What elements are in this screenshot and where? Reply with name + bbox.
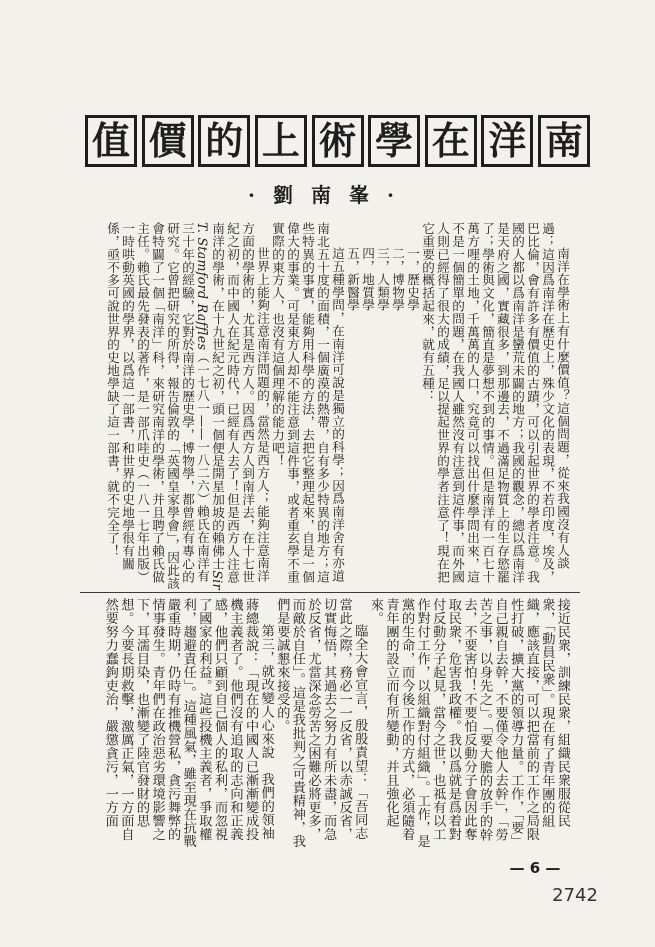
list-item: 三，人類學	[375, 247, 390, 312]
body-paragraph: 第三，就改變人心來說 我們的領袖蔣總裁說：「現在的中國人已漸漸變成投機主義者了。他們沒有追取的志向和正義感，他們只顧到自己個人的私利，而忽視了國家的利益。這些投機主義者，爭取權利，趨避責任」。這種風氣，雖至現在抗戰嚴重時期，仍時有推機營私，貪污舞弊的情事發生。青年們在政治惡劣環境影響之下，耳濡目染，也漸變了陸官發財的思想。今要長期救擊，激厲正氣，一方面自然要努力蠢鉤吏治，嚴懲貪污，一方面	[102, 598, 274, 848]
title-char-box: 在	[425, 115, 477, 167]
body-paragraph: 臨全大會宣言，殷殷責望：「吾同志當此之際，務必一一反省，以赤誠反省，切實悔悟，其過去之努力有所未盡，而急於反省，尤當深念勞苦之困難必將更多，而敵於自任」。這是我批判之可貴精神，我們是要誠懇來接受的。	[274, 598, 368, 848]
body-paragraph	[105, 222, 270, 592]
title-char-box: 的	[198, 115, 250, 167]
title-char-box: 術	[312, 115, 364, 167]
article-title	[85, 115, 590, 171]
title-char-box: 學	[368, 115, 420, 167]
intro-paragraph: 南洋在學術上有什麼價值？這個問題，從來我國沒有人談過；這因爲南洋在歷史上，殊少文化的表現，不若印度，埃及，巴比倫，會有許多有價值的古蹟，可以引起世界的學者注意。我國的人都以爲南洋是蠻荒未闢的地方；我國的觀念，總以爲南洋是天府之國，實藏很多，到那邊去，不過滿足物質上的生存慾罷了；學術與文化，簡直是夢想不到的事情。但是南洋有一百七十萬方哩的土地，千萬萬的人口，究竟可以找出什麼學問出來，這不是一個簡單的問題，在我國人雖然沒有注意到這件事，而外國人則已經得了很大的成績，足以提起世界的學者注意了！現在把它重要的概括起來，就有五種：	[420, 222, 570, 584]
title-char-box: 值	[85, 115, 137, 167]
author-byline: ·劉南峯·	[248, 182, 412, 207]
body-paragraph: 接近民衆，訓練民衆，組織民衆服從民衆，「動員民衆」。現在有了青年團的組織，應該直接，可以把當前的工作之局限性打破，擴大黨的領導力量。工作，「要」自己親自去幹，不要僅令他人去幹」，「勞苦之事，以身先之」。「要大膽的放手的幹去，不要害怕！不要怕反動分子會因此奪取民衆，危害我政權。我以爲就是爲着對付反動分子起見，當今之世，也祗有以工作對付工作，以組織對付組織」。工作，是黨的生命，而今後工作的方式，必須隨着青年團的設立而有所變動，并且強化起來。	[367, 598, 570, 848]
archive-number: 2742	[552, 884, 598, 906]
list-item: 二，博物學	[390, 247, 405, 312]
title-char-box: 洋	[481, 115, 533, 167]
title-char-box: 上	[255, 115, 307, 167]
body-paragraph: 這五種學問，在南洋可說是獨立的科學；因爲南洋舍有亦道南北五十度的面積，一個廣漠的熱帶，自有多少特異的地方；這些特異的事實，能夠用科學的方法，去把它整理起來，自是一個偉大的事業。可是東方人却不能注意到這件事，或者重玄學不重實際的東方人，也沒有這個理解的能力吧！	[270, 222, 345, 584]
paragraph-text: 世界上能夠注意南洋問題的，當然是西方人；能夠注意南洋方面的學術的，尤其是西方人。因爲西方人到南洋去，在十七世紀之初，而中國人在紀元時代，已經有人去了！但是西方人注意南洋的學術，在十九世紀之初，頭一個便是開星加坡的賴佛士	[210, 222, 270, 584]
title-char-box: 南	[538, 115, 590, 167]
latin-name: Sir T. Stamford Raffles	[195, 222, 225, 590]
title-char-box: 價	[142, 115, 194, 167]
article-lower-body	[90, 598, 570, 848]
section-divider	[80, 592, 580, 593]
list-item: 一，歷史學	[405, 247, 420, 312]
list-item: 四，地質學	[360, 247, 375, 312]
paragraph-text: （一七八一——一八二六）賴氏在南洋有三十年的經驗，它對於南洋的歷史學，博物學，都曾經有專心的研究。它曾把研究的所得，報告倫敦的「英國皇家學會」，因此該會特闢了一個「南洋」科，來研究南洋的學術，并且聘了賴氏做主任。賴氏最先發表的著作，是一部爪哇史（一八一七年出版）一時哄動英國的學界，以爲這一部書，和世界的史地學很有關係，亟不多可說世界的史地學缺了這一部書，就不完全了！	[105, 222, 210, 590]
article-upper-body	[90, 222, 570, 592]
list-item: 五，新醫學	[345, 247, 360, 312]
page-number: — 6 —	[509, 859, 561, 877]
